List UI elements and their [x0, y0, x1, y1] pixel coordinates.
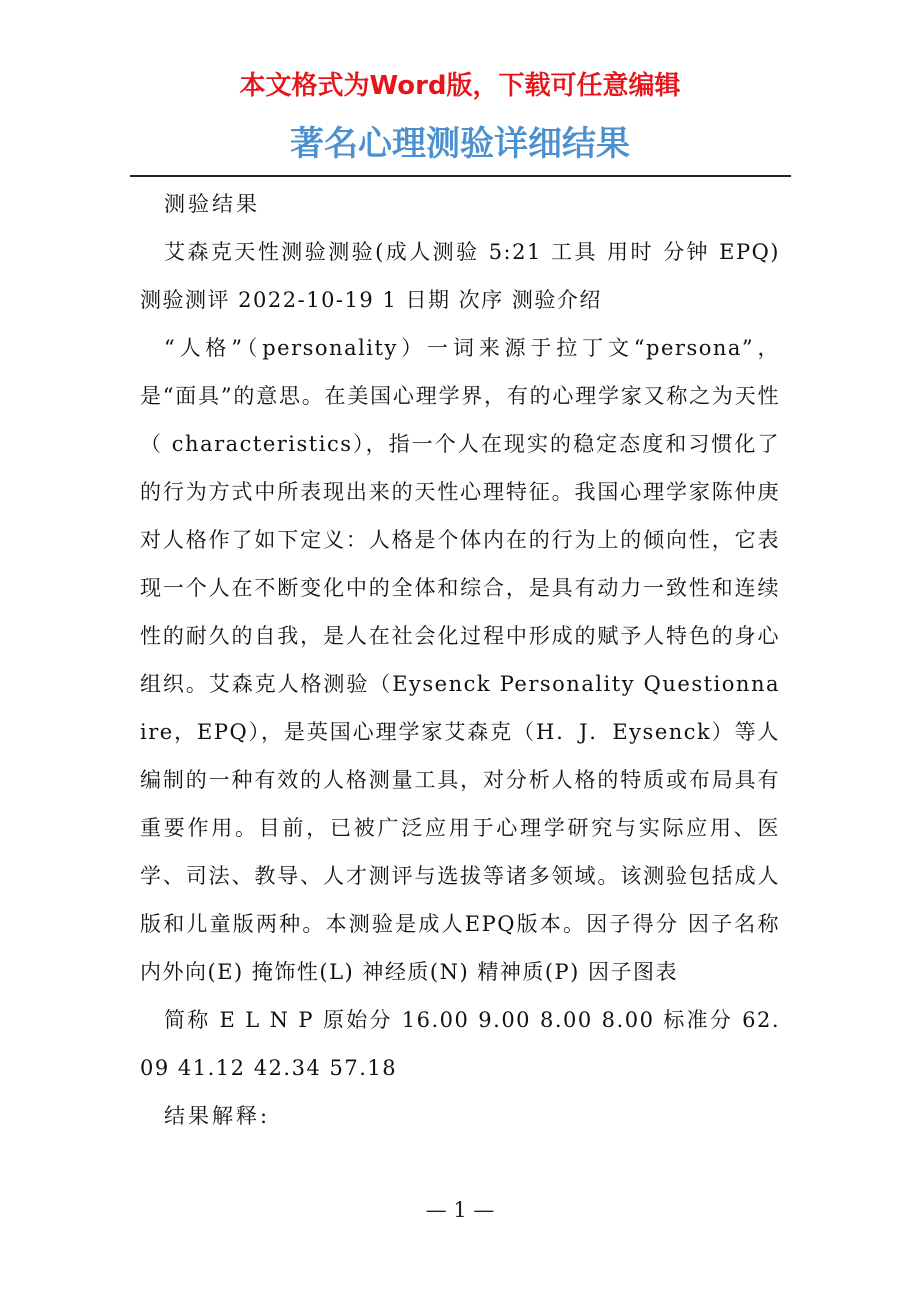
test-info-paragraph: 艾森克天性测验测验(成人测验 5:21 工具 用时 分钟 EPQ) 测验测评 2022-10-19 1 日期 次序 测验介绍 — [140, 240, 780, 312]
section-heading-results: 测验结果 — [164, 192, 260, 216]
page-number: — 1 — — [425, 1198, 495, 1222]
title-divider — [130, 175, 791, 177]
document-body — [140, 180, 780, 1140]
score-summary-paragraph: 简称 E L N P 原始分 16.00 9.00 8.00 8.00 标准分 62.09 41.12 42.34 57.18 — [140, 1008, 780, 1080]
page-title: 著名心理测验详细结果 — [290, 124, 630, 164]
result-explanation-heading: 结果解释: — [164, 1104, 271, 1128]
download-banner: 本文格式为Word版，下载可任意编辑 — [239, 71, 681, 101]
test-introduction-paragraph: “人格”（personality）一词来源于拉丁文“persona”，是“面具”的意思。在美国心理学界，有的心理学家又称之为天性（ characteristics），指一个人在现实的稳定态度和习惯化了的行为方式中所表现出来的天性心理特征。我国心理学家陈仲庚对人格作了如下定义：人格是个体内在的行为上的倾向性，它表现一个人在不断变化中的全体和综合，是具有动力一致性和连续性的耐久的自我，是人在社会化过程中形成的赋予人特色的身心组织。艾森克人格测验（Eysenck Personality Questionnaire，EPQ），是英国心理学家艾森克（H．J．Eysenck）等人编制的一种有效的人格测量工具，对分析人格的特质或布局具有重要作用。目前，已被广泛应用于心理学研究与实际应用、医学、司法、教导、人才测评与选拔等诸多领域。该测验包括成人版和儿童版两种。本测验是成人EPQ版本。因子得分 因子名称 内外向(E) 掩饰性(L) 神经质(N) 精神质(P) 因子图表 — [140, 336, 780, 984]
